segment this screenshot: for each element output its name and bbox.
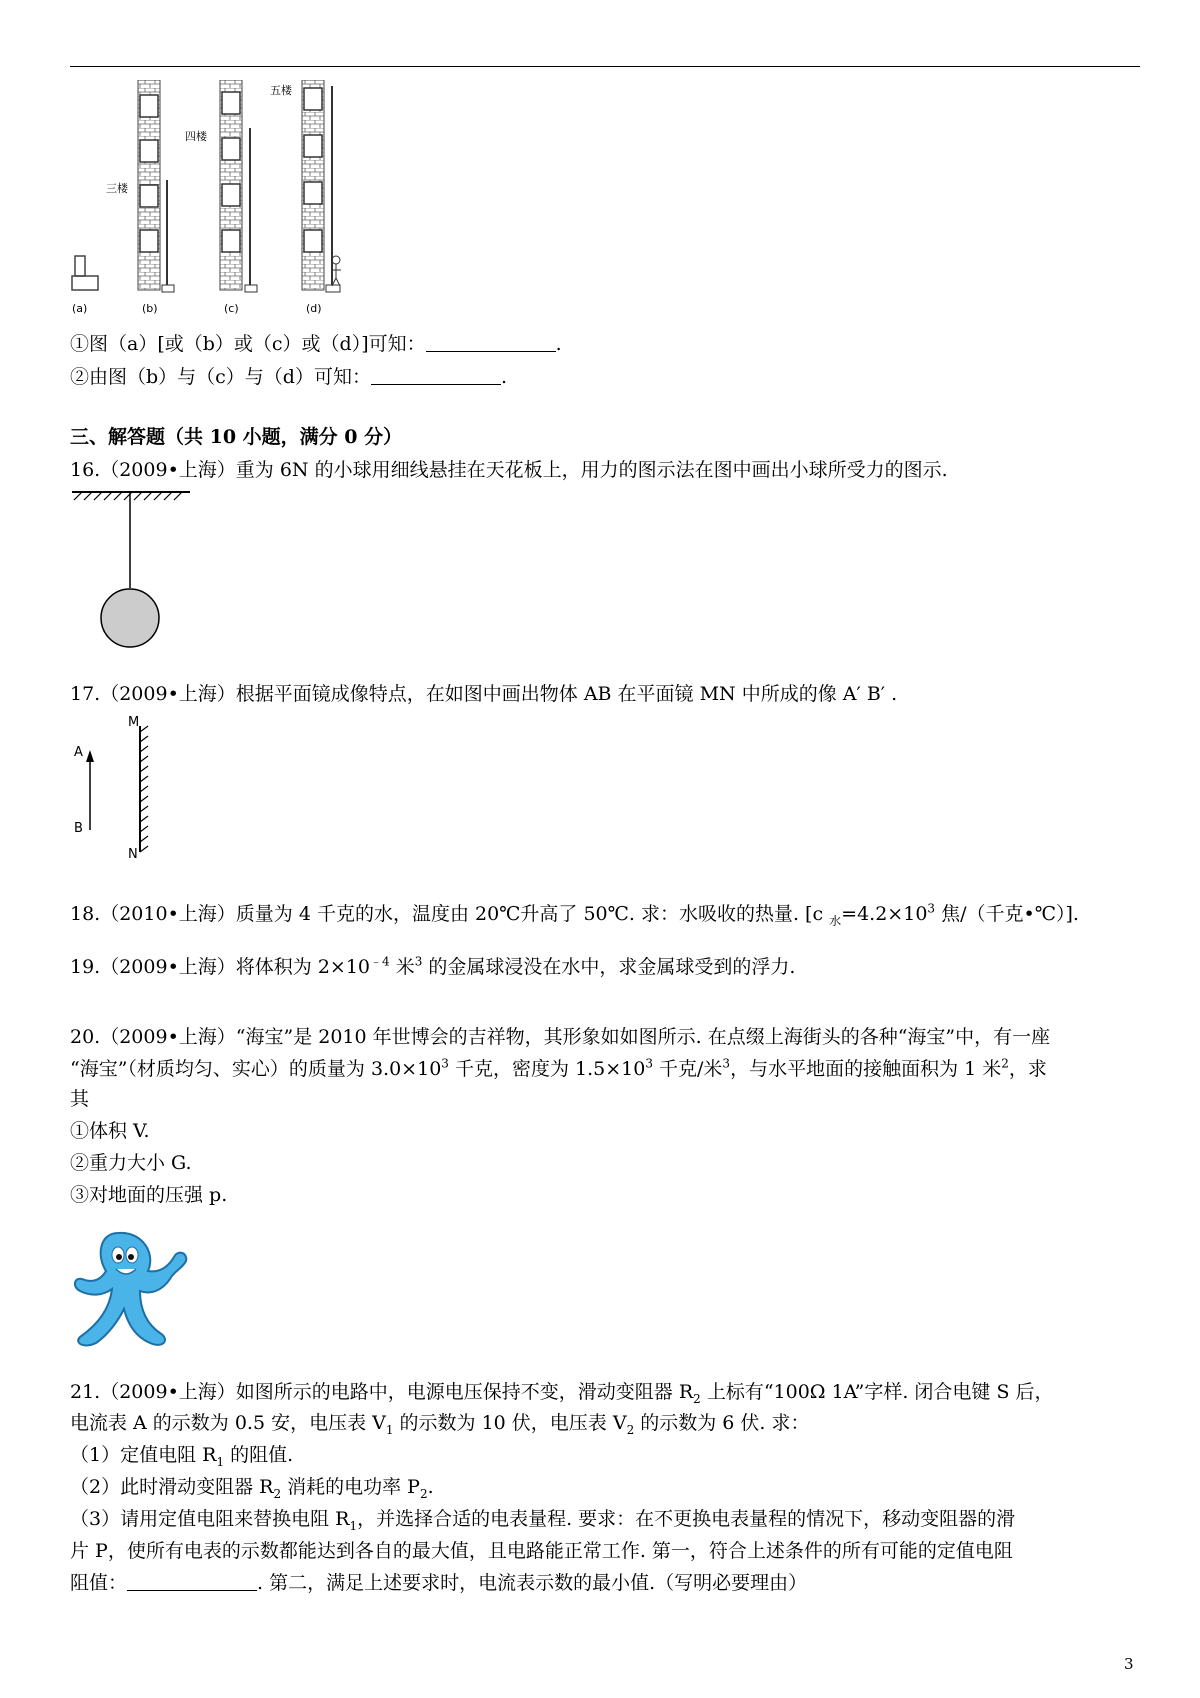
question-21-line2: 电流表 A 的示数为 0.5 安，电压表 $V_1$ 的示数为 10 伏，电压表 $V_2$ 的示数为 6 伏. 求： bbox=[70, 1412, 810, 1437]
q21-part-3-line1: （3）请用定值电阻来替换电阻 $R_1$，并选择合适的电表量程. 要求：在不更换电表量程的情况下，移动变阻器的滑 bbox=[70, 1508, 1016, 1533]
panel-label-c: (c) bbox=[224, 302, 239, 315]
question-20-line1: 20.（2009•上海）“海宝”是 2010 年世博会的吉祥物，其形象如如图所示. 在点缀上海街头的各种“海宝”中，有一座 bbox=[70, 1026, 1051, 1048]
q21-part-3-line2: 片 P，使所有电表的示数都能达到各自的最大值，且电路能正常工作. 第一，符合上述条件的所有可能的定值电阻 bbox=[70, 1540, 1013, 1562]
question-21-line1: 21.（2009•上海）如图所示的电路中，电源电压保持不变，滑动变阻器 $R_2$ 上标有“100Ω 1A”字样. 闭合电键 S 后， bbox=[70, 1381, 1054, 1406]
section-3-heading: 三、解答题（共 10 小题，满分 0 分） bbox=[70, 426, 403, 448]
question-18: 18.（2010•上海）质量为 4 千克的水，温度由 20℃升高了 50℃. 求：水吸收的热量. [c $_水=4.2\times 10^3$ 焦/（千克•℃）]. bbox=[70, 901, 1079, 928]
q20-item-gravity: ②重力大小 G. bbox=[70, 1152, 192, 1174]
question-19: 19.（2009•上海）将体积为 $2\times 10^{﹣4}$ 米$^3$ 的金属球浸没在水中，求金属球受到的浮力. bbox=[70, 954, 796, 978]
q15-part2: ②由图（b）与（c）与（d）可知： . bbox=[70, 366, 508, 388]
panel-b-building bbox=[138, 80, 174, 292]
water-pressure-figure bbox=[70, 80, 390, 320]
question-17: 17.（2009•上海）根据平面镜成像特点，在如图中画出物体 AB 在平面镜 MN 中所成的像 A′ B′ . bbox=[70, 683, 898, 705]
q15-part1: ①图（a）[或（b）或（c）或（d）]可知： . bbox=[70, 333, 562, 355]
panel-d-building bbox=[302, 80, 341, 292]
svg-text:A: A bbox=[74, 745, 83, 760]
header-rule bbox=[70, 66, 1140, 67]
q21-answer-blank[interactable] bbox=[127, 1572, 257, 1591]
q15-answer-blank-2[interactable] bbox=[371, 366, 501, 385]
panel-label-a: (a) bbox=[72, 302, 88, 315]
q20-item-pressure: ③对地面的压强 p. bbox=[70, 1184, 228, 1206]
floor-label-3: 三楼 bbox=[106, 182, 128, 195]
q21-part-3-line3: 阻值： . 第二，满足上述要求时，电流表示数的最小值.（写明必要理由） bbox=[70, 1572, 808, 1594]
question-20-line3: 其 bbox=[70, 1088, 90, 1110]
q21-part-2: （2）此时滑动变阻器 $R_2$ 消耗的电功率 $P_2$. bbox=[70, 1476, 434, 1501]
panel-label-b: (b) bbox=[142, 302, 158, 315]
question-16: 16.（2009•上海）重为 6N 的小球用细线悬挂在天花板上，用力的图示法在图中画出小球所受力的图示. bbox=[70, 459, 948, 481]
q17-plane-mirror-figure bbox=[70, 712, 170, 862]
page-number: 3 bbox=[1124, 1655, 1134, 1673]
svg-text:B: B bbox=[74, 821, 83, 836]
q20-item-volume: ①体积 V. bbox=[70, 1120, 150, 1142]
svg-text:M: M bbox=[128, 715, 140, 730]
floor-label-4: 四楼 bbox=[185, 130, 207, 143]
question-20-line2: “海宝”（材质均匀、实心）的质量为 $3.0\times 10^3$ 千克，密度为 $1.5\times 10^3$ 千克/米$^3$，与水平地面的接触面积为 1 米$^2$，求 bbox=[70, 1056, 1047, 1080]
panel-a-faucet bbox=[72, 256, 98, 290]
haibao-mascot-image bbox=[70, 1225, 190, 1350]
q21-part-1: （1）定值电阻 $R_1$ 的阻值. bbox=[70, 1444, 294, 1469]
q16-hanging-ball-figure bbox=[70, 488, 190, 648]
svg-text:N: N bbox=[128, 847, 138, 862]
panel-label-d: (d) bbox=[306, 302, 322, 315]
q15-answer-blank-1[interactable] bbox=[426, 333, 556, 352]
panel-c-building bbox=[220, 80, 257, 292]
floor-label-5: 五楼 bbox=[270, 84, 292, 97]
